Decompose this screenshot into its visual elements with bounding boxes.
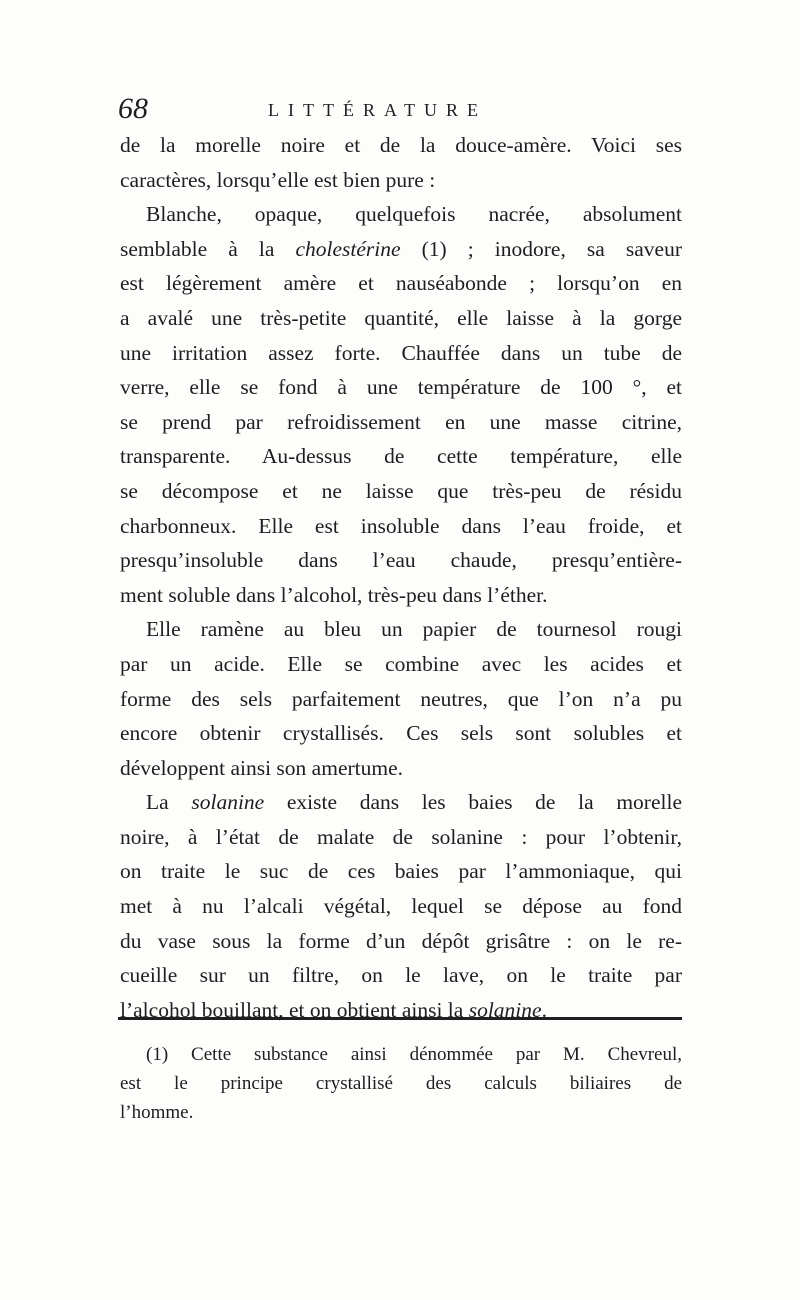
body-line: du vase sous la forme d’un dépôt grisâtre : on le re- <box>120 928 682 953</box>
body-line: cueille sur un filtre, on le lave, on le traite par <box>120 963 682 988</box>
body-line <box>120 993 682 1028</box>
body-line: verre, elle se fond à une température de 100 °, et <box>120 375 682 400</box>
body-line: met à nu l’alcali végétal, lequel se dépose au fond <box>120 894 682 919</box>
body-line: Elle ramène au bleu un papier de tournesol rougi <box>146 617 682 642</box>
body-line: par un acide. Elle se combine avec les acides et <box>120 651 682 676</box>
running-title: LITTÉRATURE <box>268 100 487 120</box>
italic-term: solanine <box>191 790 265 815</box>
text-run: l’alcohol bouillant, et on obtient ainsi la <box>120 997 469 1022</box>
body-line: encore obtenir crystallisés. Ces sels sont solubles et <box>120 721 682 746</box>
body-line: se prend par refroidissement en une masse citrine, <box>120 409 682 434</box>
footnote-line: (1) Cette substance ainsi dénommée par M. Chevreul, <box>146 1044 682 1065</box>
footnote-line: l’homme. <box>120 1102 194 1123</box>
body-line: Blanche, opaque, quelquefois nacrée, absolument <box>146 202 682 227</box>
body-line: transparente. Au-dessus de cette température, elle <box>120 444 682 469</box>
text-run: La <box>146 790 192 815</box>
italic-term: cholestérine <box>295 236 401 261</box>
footnote <box>120 1040 682 1127</box>
body-line: une irritation assez forte. Chauffée dans un tube de <box>120 340 682 365</box>
body-line: on traite le suc de ces baies par l’ammoniaque, qui <box>120 859 682 884</box>
body-line <box>120 785 682 820</box>
body-line: presqu’insoluble dans l’eau chaude, presqu’entière- <box>120 548 682 573</box>
text-run: semblable à la <box>120 236 296 261</box>
text-run: (1) ; inodore, sa saveur <box>400 236 682 261</box>
footnote-line: est le principe crystallisé des calculs biliaires de <box>120 1073 682 1094</box>
body-line: forme des sels parfaitement neutres, que l’on n’a pu <box>120 686 682 711</box>
italic-term: solanine <box>468 997 542 1022</box>
body-line: développent ainsi son amertume. <box>120 755 404 780</box>
body-line <box>120 232 682 267</box>
body-line: de la morelle noire et de la douce-amère. Voici ses <box>120 133 682 157</box>
text-run: . <box>541 997 547 1022</box>
body-line: charbonneux. Elle est insoluble dans l’eau froide, et <box>120 513 682 538</box>
footnote-rule <box>118 1017 682 1020</box>
running-head <box>118 92 678 126</box>
body-line: noire, à l’état de malate de solanine : pour l’obtenir, <box>120 824 682 849</box>
page-number: 68 <box>118 92 148 125</box>
body-text <box>120 128 682 1027</box>
body-line: a avalé une très-petite quantité, elle laisse à la gorge <box>120 305 682 330</box>
text-run: existe dans les baies de la morelle <box>264 790 682 815</box>
body-line: se décompose et ne laisse que très-peu de résidu <box>120 478 682 503</box>
body-line: ment soluble dans l’alcohol, très-peu dans l’éther. <box>120 582 548 607</box>
body-line: caractères, lorsqu’elle est bien pure : <box>120 167 436 192</box>
body-line: est légèrement amère et nauséabonde ; lorsqu’on en <box>120 271 682 296</box>
